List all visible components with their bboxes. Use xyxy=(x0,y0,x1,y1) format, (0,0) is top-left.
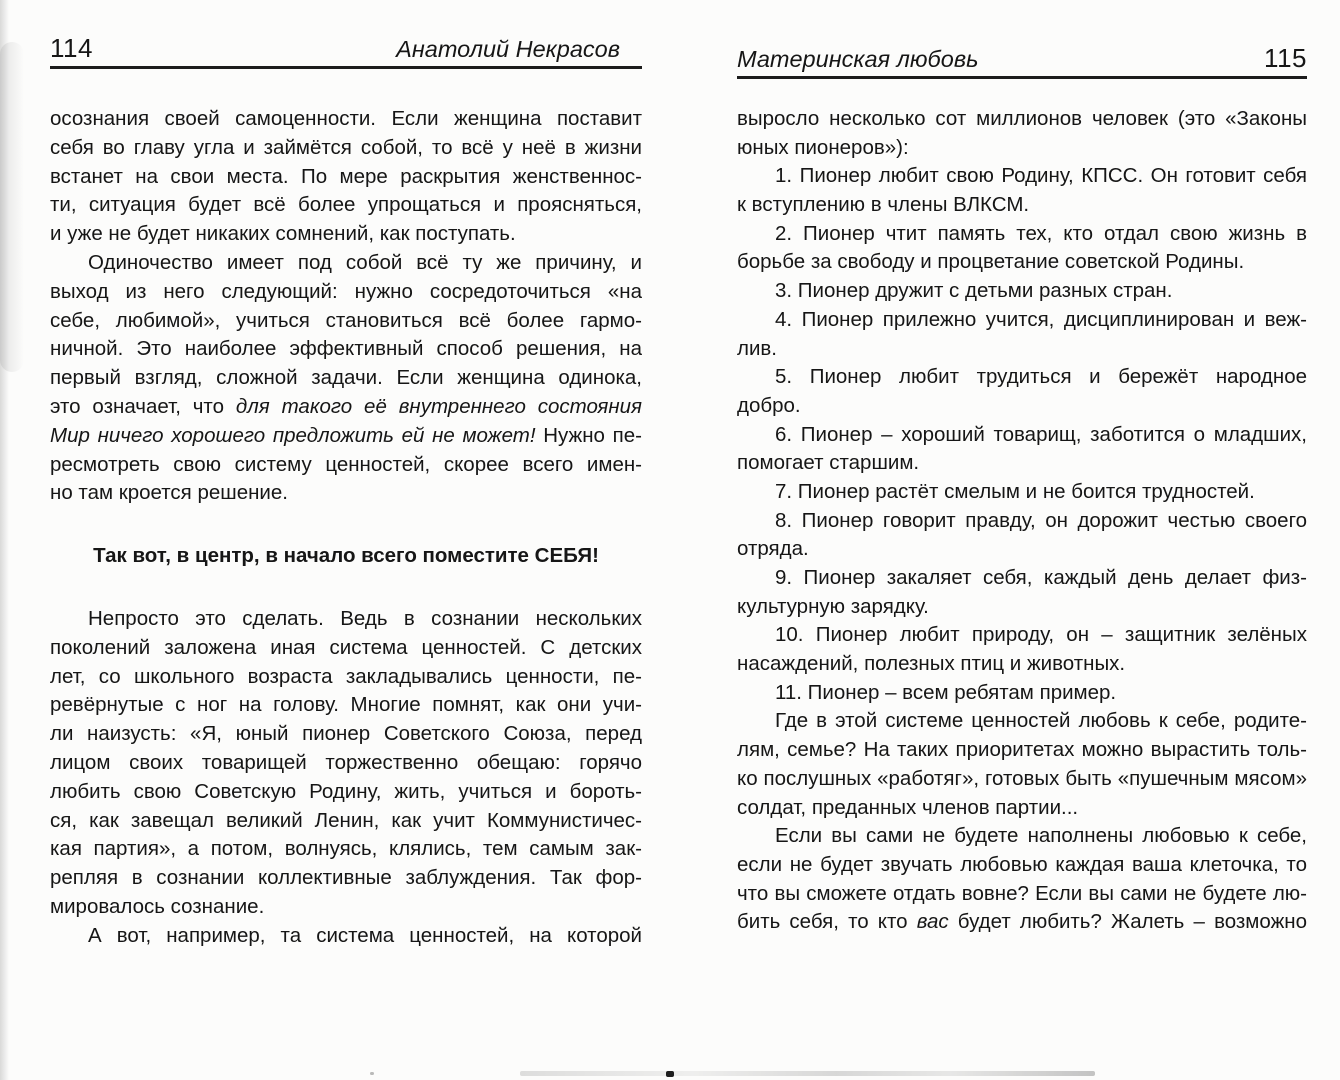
text-line xyxy=(50,922,642,951)
text-line xyxy=(737,306,1307,335)
text-segment: лет, со школьного возраста закладывались ценности, пе- xyxy=(50,664,642,688)
text-segment: юных пионеров»): xyxy=(737,135,909,159)
text-line xyxy=(737,535,1307,564)
text-segment: кая партия», а потом, волнуясь, клялись, тем самым зак- xyxy=(50,837,642,861)
page-number-left: 114 xyxy=(50,33,93,63)
text-line xyxy=(737,736,1307,765)
text-line xyxy=(737,449,1307,478)
text-line xyxy=(50,249,642,278)
text-line xyxy=(737,851,1307,880)
text-segment: Если вы сами не будете наполнены любовью к себе, xyxy=(775,824,1307,848)
text-segment: 10. Пионер любит природу, он – защитник зелёных xyxy=(775,623,1307,647)
text-segment: ревёрнутые с ног на голову. Многие помнят, как они учи- xyxy=(50,693,642,717)
text-line xyxy=(50,191,642,220)
text-line xyxy=(737,621,1307,650)
text-segment: встанет на свои места. По мере раскрытия женственнос- xyxy=(50,164,642,188)
text-line xyxy=(737,593,1307,622)
text-segment: Мир ничего хорошего предложить ей не может! xyxy=(50,423,536,447)
text-line xyxy=(737,363,1307,392)
text-line xyxy=(50,364,642,393)
text-segment: для такого её внутреннего состояния xyxy=(235,394,642,418)
text-line xyxy=(50,278,642,307)
text-line xyxy=(737,507,1307,536)
text-line xyxy=(50,634,642,663)
text-line xyxy=(737,794,1307,823)
text-segment: насаждений, полезных птиц и животных. xyxy=(737,652,1126,676)
scan-edge-smudge xyxy=(0,42,24,372)
text-segment: бить себя, то кто xyxy=(737,910,917,934)
text-line xyxy=(50,220,642,249)
scan-bottom-speck xyxy=(370,1072,374,1075)
text-segment: ся, как завещал великий Ленин, как учит Коммунистичес- xyxy=(50,808,642,832)
text-line xyxy=(737,191,1307,220)
text-segment: Нужно пе- xyxy=(535,423,642,447)
text-segment: Так вот, в центр, в начало всего поместите СЕБЯ! xyxy=(93,544,599,568)
text-line xyxy=(50,307,642,336)
text-segment: добро. xyxy=(737,393,801,417)
page-number-right: 115 xyxy=(1264,43,1307,73)
text-segment: но там кроется решение. xyxy=(50,481,288,505)
text-line xyxy=(50,542,642,571)
text-segment: и уже не будет никаких сомнений, как поступать. xyxy=(50,222,516,246)
text-segment: себе, любимой», учиться становиться всё более гармо- xyxy=(50,308,642,332)
text-segment: лицом своих товарищей торжественно обещаю: горячо xyxy=(50,750,642,774)
text-segment: 5. Пионер любит трудиться и бережёт народное xyxy=(775,365,1307,389)
text-line xyxy=(737,277,1307,306)
text-line xyxy=(737,564,1307,593)
text-line xyxy=(50,663,642,692)
text-line xyxy=(50,893,642,922)
text-segment: ти, ситуация будет всё более упрощаться и проясняться, xyxy=(50,193,642,217)
text-line xyxy=(737,392,1307,421)
text-segment: 2. Пионер чтит память тех, кто отдал свою жизнь в xyxy=(775,221,1307,245)
text-segment: культурную зарядку. xyxy=(737,594,929,618)
text-line xyxy=(737,478,1307,507)
running-header-right: Материнская любовь xyxy=(737,46,979,72)
text-line xyxy=(50,720,642,749)
text-line xyxy=(50,778,642,807)
text-segment: себя во главу угла и займётся собой, то всё у неё в жизни xyxy=(50,135,642,159)
text-line xyxy=(737,421,1307,450)
text-segment: ли наизусть: «Я, юный пионер Советского Союза, перед xyxy=(50,722,642,746)
text-line xyxy=(50,691,642,720)
text-segment: осознания своей самоценности. Если женщина поставит xyxy=(50,107,642,130)
page-115 xyxy=(737,43,1307,937)
text-segment: 11. Пионер – всем ребятам пример. xyxy=(775,680,1117,704)
page-body-left xyxy=(50,69,642,951)
scan-bottom-edge-mark xyxy=(520,1071,1095,1076)
text-line xyxy=(50,105,642,134)
text-segment: солдат, преданных членов партии... xyxy=(737,795,1079,819)
text-segment: к вступлению в члены ВЛКСМ. xyxy=(737,193,1030,217)
text-segment: выросло несколько сот миллионов человек (это «Законы xyxy=(737,107,1307,130)
text-segment: вас xyxy=(916,910,949,934)
text-segment: А вот, например, та система ценностей, на которой xyxy=(88,923,642,947)
text-segment: если не будет звучать любовью каждая ваша клеточка, то xyxy=(737,852,1307,876)
text-segment: Одиночество имеет под собой всё ту же причину, и xyxy=(88,250,642,274)
text-line xyxy=(737,220,1307,249)
text-line xyxy=(50,451,642,480)
text-line xyxy=(50,163,642,192)
text-segment: 9. Пионер закаляет себя, каждый день делает физ- xyxy=(775,566,1307,589)
text-segment: помогает старшим. xyxy=(737,451,920,475)
text-line xyxy=(737,248,1307,277)
text-line xyxy=(50,835,642,864)
text-segment: любить свою Советскую Родину, жить, учиться и бороть- xyxy=(50,779,642,803)
text-line xyxy=(737,679,1307,708)
text-segment: поколений заложена иная система ценностей. С детских xyxy=(50,635,642,659)
page-header-left xyxy=(50,33,642,69)
text-segment: борьбе за свободу и процветание советской Родины. xyxy=(737,250,1245,274)
text-segment: 1. Пионер любит свою Родину, КПСС. Он готовит себя xyxy=(775,164,1307,188)
text-segment: ко послушных «работяг», готовых быть «пушечным мясом» xyxy=(737,766,1307,790)
text-line xyxy=(50,749,642,778)
text-segment: первый взгляд, сложной задачи. Если женщина одинока, xyxy=(50,366,642,390)
running-header-left: Анатолий Некрасов xyxy=(396,36,620,62)
text-segment: лив. xyxy=(737,336,777,360)
text-segment: что вы сможете отдать вовне? Если вы сами не будете лю- xyxy=(737,881,1307,905)
text-line xyxy=(737,162,1307,191)
page-header-right xyxy=(737,43,1307,79)
text-segment: отряда. xyxy=(737,537,809,561)
text-line xyxy=(737,822,1307,851)
text-line xyxy=(50,864,642,893)
text-segment: 3. Пионер дружит с детьми разных стран. xyxy=(775,279,1173,303)
text-segment: будет любить? Жалеть – возможно xyxy=(948,910,1307,934)
text-line xyxy=(50,422,642,451)
text-segment: 8. Пионер говорит правду, он дорожит честью своего xyxy=(775,508,1307,532)
text-segment: мировалось сознание. xyxy=(50,894,265,918)
text-segment: это означает, что xyxy=(50,394,236,418)
text-line xyxy=(50,807,642,836)
text-segment: ресмотреть свою систему ценностей, скорее всего имен- xyxy=(50,452,642,476)
text-segment: 4. Пионер прилежно учится, дисциплинирован и веж- xyxy=(775,307,1307,331)
text-line xyxy=(737,134,1307,163)
text-line xyxy=(737,650,1307,679)
text-line xyxy=(50,335,642,364)
text-segment: 6. Пионер – хороший товарищ, заботится о младших, xyxy=(775,422,1307,446)
text-line xyxy=(737,765,1307,794)
text-segment: выход из него следующий: нужно сосредоточиться «на xyxy=(50,279,642,303)
text-line xyxy=(737,908,1307,937)
text-line xyxy=(737,335,1307,364)
text-line xyxy=(50,605,642,634)
text-line xyxy=(50,479,642,508)
text-segment: 7. Пионер растёт смелым и не боится трудностей. xyxy=(775,479,1255,503)
page-114 xyxy=(50,33,642,951)
text-line xyxy=(50,393,642,422)
text-line xyxy=(737,105,1307,134)
text-segment: репляя в сознании коллективные заблуждения. Так фор- xyxy=(50,866,642,890)
text-segment: лям, семье? На таких приоритетах можно вырастить толь- xyxy=(737,738,1307,762)
text-line xyxy=(737,707,1307,736)
text-segment: Непросто это сделать. Ведь в сознании нескольких xyxy=(88,606,642,630)
page-body-right xyxy=(737,79,1307,937)
text-segment: ничной. Это наиболее эффективный способ решения, на xyxy=(50,337,642,361)
text-line xyxy=(737,880,1307,909)
text-segment: Где в этой системе ценностей любовь к себе, родите- xyxy=(775,709,1307,733)
text-line xyxy=(50,134,642,163)
scan-bottom-dot xyxy=(666,1071,674,1077)
